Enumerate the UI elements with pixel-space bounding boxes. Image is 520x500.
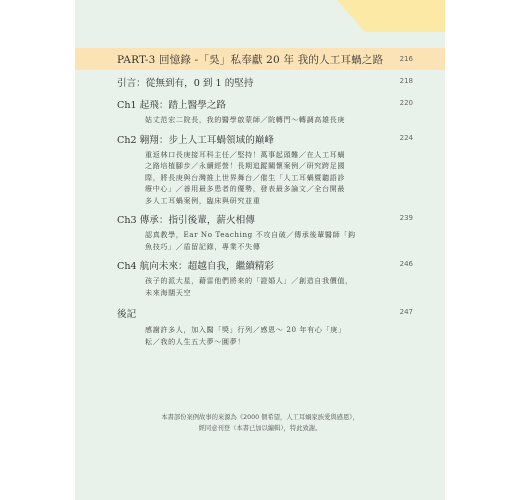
toc-entry-ch4 xyxy=(75,258,445,298)
toc-entry-subtopics xyxy=(145,149,393,207)
toc-entry-title: 引言：從無到有，0 到 1 的堅持 xyxy=(117,78,254,89)
footnote-line: 經同意刊登（本書已加以編輯），特此致謝。 xyxy=(198,425,322,432)
subtopic-line: 多人工耳蝸案例，臨床與研究並重 xyxy=(145,195,261,205)
footnote-line: 本書部份案例故事的來源為《2000 個希望，人工耳蝸家族愛與感恩》， xyxy=(161,414,359,421)
subtopic-line: 孩子的派大星，藉雷他們將來的「證婚人」／創造自我價值， xyxy=(145,276,353,285)
toc-entry-title: Ch1 起飛：踏上醫學之路 xyxy=(117,100,227,111)
subtopic-line: 耘／我的人生五大夢～圓夢！ xyxy=(145,336,246,346)
toc-entry-ch3 xyxy=(75,212,445,252)
subtopic-line: 未來海闊天空 xyxy=(145,287,192,297)
part-page-number: 216 xyxy=(399,55,413,63)
toc-entry-subtopics xyxy=(145,275,393,298)
toc-entry-subtopics xyxy=(145,229,393,252)
subtopic-line: 姑丈范宏二院長，我的醫學啟蒙師／院轉門～轉調高雄長庚 xyxy=(145,115,346,124)
subtopic-line: 療中心」／善用最多患者的優勢，發表最多論文／全台開最 xyxy=(145,184,346,193)
toc-entry-ch1 xyxy=(75,97,445,126)
part-heading xyxy=(75,48,445,70)
toc-entry-page: 224 xyxy=(399,133,413,142)
toc-entry-intro xyxy=(75,75,445,89)
corner-decoration xyxy=(337,0,445,32)
toc-entry-afterword xyxy=(75,306,445,347)
source-footnote xyxy=(75,412,445,434)
toc-entry-title: 後記 xyxy=(117,309,137,320)
toc-entry-page: 220 xyxy=(399,99,413,107)
subtopic-line: 魚技巧」／盾留記錄，專業不失傳 xyxy=(145,241,261,251)
part-title: PART-3 回憶錄 -「吳」私奉獻 20 年 我的人工耳蝸之路 xyxy=(117,53,384,66)
toc-entry-page: 246 xyxy=(399,260,413,268)
toc-entry-subtopics xyxy=(145,114,393,126)
toc-entry-title: Ch2 翱翔：步上人工耳蝸領域的巔峰 xyxy=(117,134,274,146)
subtopic-line: 感謝許多人，加入醫「獎」行列／感恩～ 20 年有心「庚」 xyxy=(145,325,346,334)
subtopic-line: 認真教學，Ear No Teaching 不攻自破／傳承後輩醫師「鈎 xyxy=(145,230,356,239)
toc-entry-title: Ch3 傳承：指引後輩，薪火相傳 xyxy=(117,215,255,226)
subtopic-line: 重返林口長庚接耳科主任／堅持！萬事起頭難／在人工耳蝸 xyxy=(145,149,346,159)
book-page xyxy=(75,0,445,500)
table-of-contents xyxy=(75,48,445,347)
toc-entry-ch2 xyxy=(75,132,445,207)
toc-entry-title: Ch4 航向未來：超越自我，繼續精彩 xyxy=(117,261,274,272)
toc-entry-page: 247 xyxy=(399,308,413,316)
toc-entry-page: 218 xyxy=(399,77,413,85)
subtopic-line: 際，將長庚與台灣推上世界舞台／催生「人工耳蝸暨聽語診 xyxy=(145,172,346,182)
toc-entry-subtopics xyxy=(145,324,393,347)
subtopic-line: 之路培植腳步／永續經營！長期追蹤關懷案例／研究跨足國 xyxy=(145,161,346,170)
toc-entry-page: 239 xyxy=(399,214,413,222)
